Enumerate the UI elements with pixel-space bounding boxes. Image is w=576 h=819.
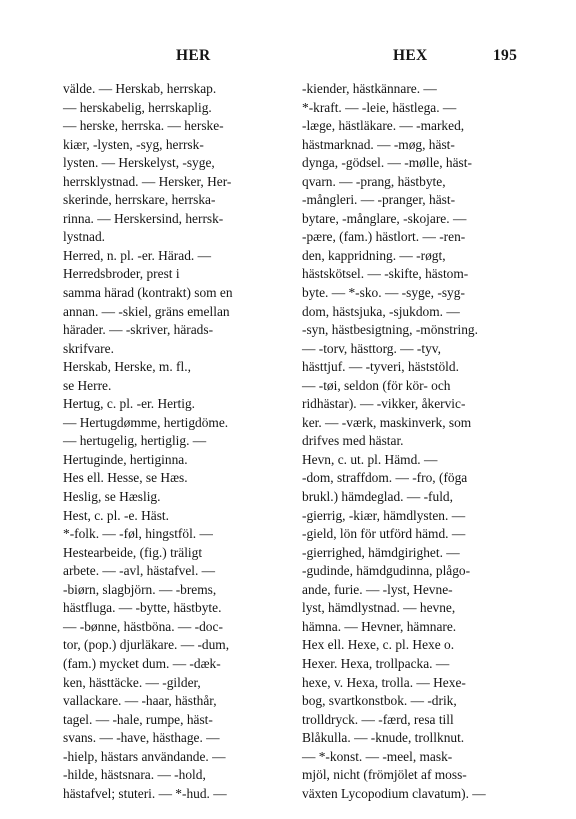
entry-line: herrsklystnad. — Hersker, Her- [63,173,232,189]
entry-line: — -bønne, hästböna. — -doc- [63,618,223,634]
entry-line: (fam.) mycket dum. — -dæk- [63,655,221,671]
entry-line: — Hertugdømme, hertigdöme. [63,414,229,430]
entry-line: ridhästar). — -vikker, åkervic- [302,396,466,412]
entry-line: Hevn, c. ut. pl. Hämd. — [302,451,438,467]
running-head-right: HEX [393,47,428,64]
entry-line: -mångleri. — -pranger, häst- [302,192,456,208]
entry-line: härader. — -skriver, härads- [63,322,214,338]
entry-line: hästafvel; stuteri. — *-hud. — [63,785,227,801]
entry-line: Blåkulla. — -knude, trollknut. [302,730,465,746]
entry-line: — herske, herrska. — herske- [63,118,224,134]
entry-line: -gudinde, hämdgudinna, plågo- [302,563,471,579]
entry-line: -syn, hästbesigtning, -mönstring. [302,322,478,338]
entry-line: Hes ell. Hesse, se Hæs. [63,470,188,486]
entry-line: Hestearbeide, (fig.) träligt [63,544,203,560]
entry-line: Hest, c. pl. -e. Häst. [63,507,169,523]
entry-line: lyst, hämdlystnad. — hevne, [302,600,456,616]
entry-line: -gierrig, -kiær, hämdlysten. — [302,507,466,523]
entry-line: se Herre. [63,377,112,393]
entry-line: bytare, -månglare, -skojare. — [302,210,467,226]
entry-line: -læge, hästläkare. — -marked, [302,118,465,134]
entry-line: rinna. — Herskersind, herrsk- [63,210,224,226]
entry-line: den, kappridning. — -røgt, [302,247,446,263]
entry-line: Hexer. Hexa, trollpacka. — [302,655,450,671]
entry-line: drifves med hästar. [302,433,404,449]
entry-line: lysten. — Herskelyst, -syge, [63,155,215,171]
entry-line: hämna. — Hevner, hämnare. [302,618,457,634]
entry-line: *-folk. — -føl, hingstföl. — [63,526,213,542]
entry-line: qvarn. — -prang, hästbyte, [302,173,446,189]
entry-line: mjöl, nicht (frömjölet af moss- [302,767,467,783]
entry-line: växten Lycopodium clavatum). — [302,785,486,801]
entry-line: dom, hästsjuka, -sjukdom. — [302,303,460,319]
entry-line: Herskab, Herske, m. fl., [63,359,191,375]
entry-line: samma härad (kontrakt) som en [63,285,233,301]
entry-line: -biørn, slagbjörn. — -brems, [63,581,217,597]
entry-line: — *-konst. — -meel, mask- [302,748,453,764]
entry-line: trolldryck. — -færd, resa till [302,711,454,727]
entry-line: -dom, straffdom. — -fro, (föga [302,470,468,486]
entry-line: — hertugelig, hertiglig. — [63,433,207,449]
entry-line: -gierrighed, hämdgirighet. — [302,544,460,560]
entry-line: Heslig, se Hæslig. [63,489,161,505]
left-column [63,80,283,803]
entry-line: Hex ell. Hexe, c. pl. Hexe o. [302,637,455,653]
entry-line: — herskabelig, herrskaplig. [63,99,212,115]
entry-line: byte. — *-sko. — -syge, -syg- [302,285,465,301]
entry-line: svans. — -have, hästhage. — [63,730,220,746]
entry-line: -hilde, hästsnara. — -hold, [63,767,206,783]
right-column [302,80,524,803]
entry-line: — -tøi, seldon (för kör- och [302,377,451,393]
entry-line: vallackare. — -haar, hästhår, [63,693,217,709]
entry-line: hästfluga. — -bytte, hästbyte. [63,600,222,616]
entry-line: hästskötsel. — -skifte, hästom- [302,266,469,282]
entry-line: ken, hästtäcke. — -gilder, [63,674,201,690]
entry-line: brukl.) hämdeglad. — -fuld, [302,489,453,505]
entry-line: -gield, lön för utförd hämd. — [302,526,466,542]
entry-line: hästtjuf. — -tyveri, häststöld. [302,359,459,375]
entry-line: ande, furie. — -lyst, Hevne- [302,581,453,597]
entry-line: välde. — Herskab, herrskap. [63,81,217,96]
entry-line: kiær, -lysten, -syg, herrsk- [63,136,204,152]
entry-line: *-kraft. — -leie, hästlega. — [302,99,457,115]
page-number: 195 [493,47,518,64]
entry-line: tagel. — -hale, rumpe, häst- [63,711,213,727]
entry-line: Hertuginde, hertiginna. [63,451,188,467]
entry-line: -pære, (fam.) hästlort. — -ren- [302,229,466,245]
entry-line: lystnad. [63,229,106,245]
entry-line: skerinde, herrskare, herrska- [63,192,216,208]
entry-line: annan. — -skiel, gräns emellan [63,303,230,319]
running-head-left: HER [176,47,211,64]
entry-line: Herred, n. pl. -er. Härad. — [63,247,211,263]
entry-line: tor, (pop.) djurläkare. — -dum, [63,637,230,653]
entry-line: skrifvare. [63,340,114,356]
entry-line: dynga, -gödsel. — -mølle, häst- [302,155,472,171]
entry-line: Herredsbroder, prest i [63,266,180,282]
entry-line: ker. — -værk, maskinverk, som [302,414,472,430]
entry-line: arbete. — -avl, hästafvel. — [63,563,216,579]
entry-line: Hertug, c. pl. -er. Hertig. [63,396,196,412]
entry-line: -hielp, hästars användande. — [63,748,226,764]
entry-line: hexe, v. Hexa, trolla. — Hexe- [302,674,466,690]
entry-line: bog, svartkonstbok. — -drik, [302,693,457,709]
entry-line: hästmarknad. — -møg, häst- [302,136,455,152]
entry-line: — -torv, hästtorg. — -tyv, [302,340,441,356]
entry-line: -kiender, hästkännare. — [302,81,437,96]
